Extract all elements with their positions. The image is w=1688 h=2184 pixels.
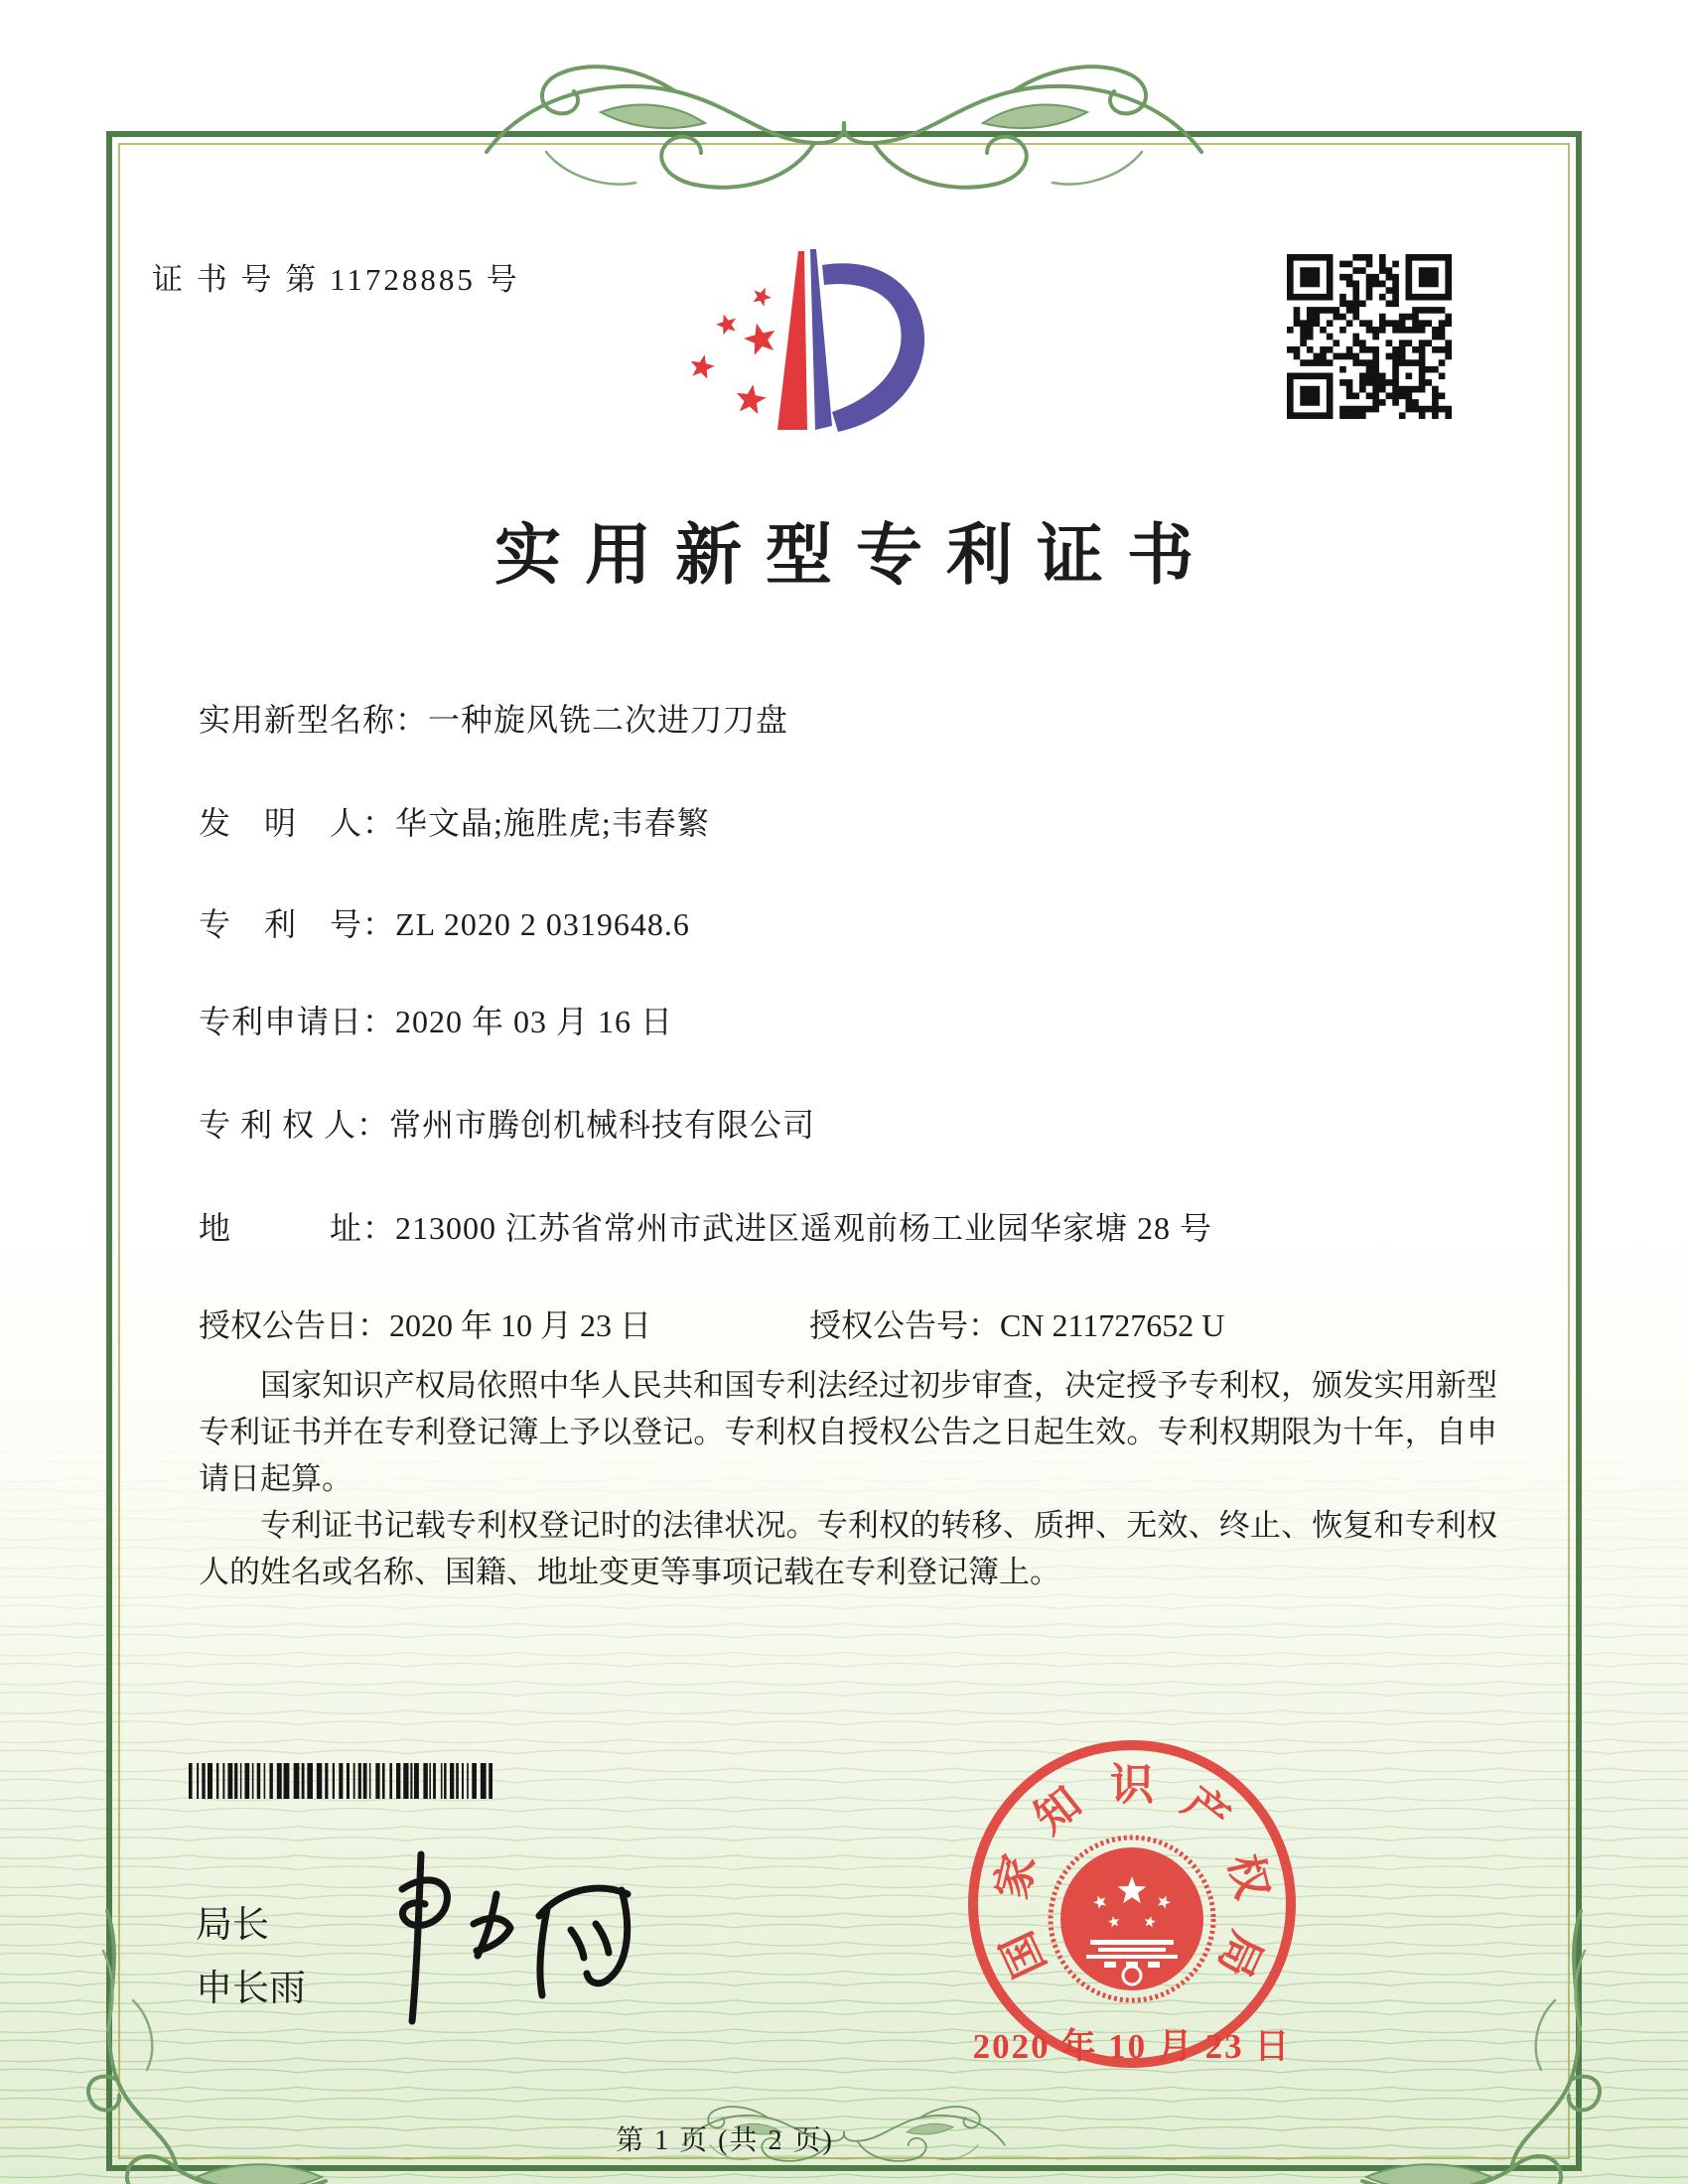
field-value: ZL 2020 2 0319648.6 (395, 906, 690, 942)
commissioner-title: 局长 (196, 1904, 269, 1945)
commissioner-name: 申长雨 (196, 1968, 306, 2008)
legal-paragraph-2: 专利证书记载专利权登记时的法律状况。专利权的转移、质押、无效、终止、恢复和专利权人的姓名或名称、国籍、地址变更等事项记载在专利登记簿上。 (199, 1508, 1497, 1589)
field-label: 实用新型名称： (199, 702, 429, 738)
field-row-filing-date (199, 997, 673, 1042)
top-center-flourish-left (487, 67, 844, 188)
seal-grant-date: 2020 年 10 月 23 日 (972, 2027, 1292, 2066)
field-value: 常州市腾创机械科技有限公司 (389, 1107, 816, 1143)
barcode-icon (189, 1763, 494, 1799)
field-row-patent-number (199, 899, 690, 945)
field-label: 专 利 号： (199, 906, 396, 942)
svg-text:知: 知 (1026, 1778, 1091, 1843)
legal-statement-text (199, 1362, 1497, 1595)
bottom-right-flourish (1362, 1911, 1600, 2184)
top-center-flourish-right (844, 67, 1201, 188)
grant-number-field (809, 1300, 1224, 1346)
field-label: 专利申请日： (199, 1004, 396, 1039)
certificate-title: 实用新型专利证书 (494, 519, 1217, 593)
grant-date-value: 2020 年 10 月 23 日 (389, 1307, 652, 1343)
svg-text:国: 国 (992, 1924, 1055, 1985)
certificate-number: 证 书 号 第 11728885 号 (152, 262, 520, 297)
svg-text:产: 产 (1173, 1778, 1238, 1843)
field-value: 213000 江苏省常州市武进区遥观前杨工业园华家塘 28 号 (395, 1210, 1213, 1246)
field-row-patentee (199, 1100, 815, 1146)
bottom-left-flourish (88, 1911, 326, 2184)
field-label: 发 明 人： (199, 805, 396, 841)
page-number-footer: 第 1 页 (共 2 页) (616, 2125, 834, 2156)
field-value: 2020 年 03 月 16 日 (395, 1004, 674, 1039)
svg-text:识: 识 (1110, 1760, 1154, 1810)
grant-date-label: 授权公告日： (199, 1307, 390, 1343)
grant-date-field (199, 1300, 651, 1346)
field-row-utility-model-name (199, 695, 788, 741)
field-value: 一种旋风铣二次进刀刀盘 (428, 702, 789, 738)
handwritten-signature-icon (357, 1844, 655, 2038)
qr-code-icon (1287, 254, 1452, 419)
national-emblem-icon (1051, 1838, 1213, 2000)
grant-number-value: CN 211727652 U (1000, 1307, 1225, 1343)
legal-paragraph-1: 国家知识产权局依照中华人民共和国专利法经过初步审查，决定授予专利权，颁发实用新型专利证书并在专利登记簿上予以登记。专利权自授权公告之日起生效。专利权期限为十年，自申请日起算。 (199, 1368, 1497, 1496)
svg-text:局: 局 (1208, 1924, 1272, 1985)
field-value: 华文晶;施胜虎;韦春繁 (395, 805, 710, 841)
grant-number-label: 授权公告号： (809, 1307, 1001, 1343)
field-row-address (199, 1203, 1212, 1249)
field-label: 专 利 权 人： (199, 1107, 390, 1143)
field-label: 地 址： (199, 1210, 396, 1246)
field-row-inventors (199, 798, 710, 844)
svg-text:权: 权 (1218, 1849, 1277, 1904)
cnipa-patent-logo-icon (675, 241, 933, 450)
svg-text:家: 家 (987, 1849, 1046, 1904)
